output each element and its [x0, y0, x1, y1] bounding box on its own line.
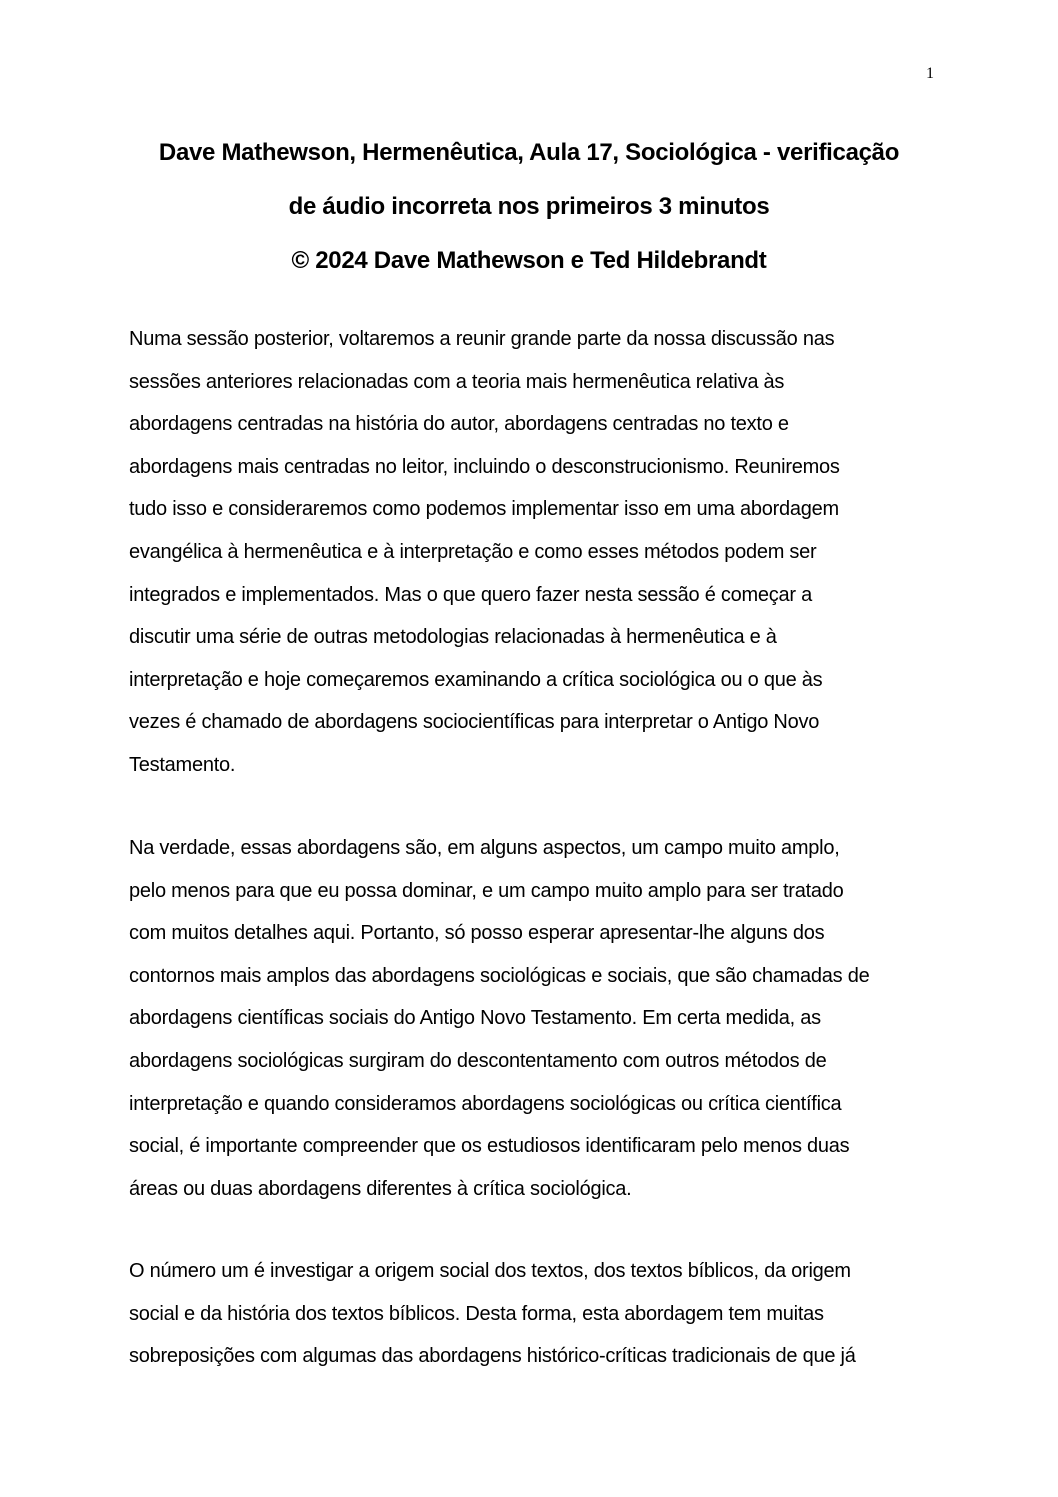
- body-paragraph: [129, 1250, 929, 1378]
- text-line: abordagens científicas sociais do Antigo Novo Testamento. Em certa medida, as: [129, 1007, 821, 1030]
- text-line: vezes é chamado de abordagens sociocientíficas para interpretar o Antigo Novo: [129, 711, 820, 734]
- text-line: abordagens sociológicas surgiram do descontentamento com outros métodos de: [129, 1049, 827, 1072]
- text-line: sobreposições com algumas das abordagens histórico-críticas tradicionais de que já: [129, 1345, 856, 1368]
- text-line: discutir uma série de outras metodologias relacionadas à hermenêutica e à: [129, 626, 777, 649]
- text-line: Numa sessão posterior, voltaremos a reunir grande parte da nossa discussão nas: [129, 328, 835, 350]
- text-line: áreas ou duas abordagens diferentes à crítica sociológica.: [129, 1177, 632, 1200]
- body-paragraph: [129, 318, 929, 787]
- title-line: de áudio incorreta nos primeiros 3 minutos: [288, 193, 770, 220]
- text-line: contornos mais amplos das abordagens sociológicas e sociais, que são chamadas de: [129, 964, 870, 987]
- text-line: sessões anteriores relacionadas com a teoria mais hermenêutica relativa às: [129, 370, 785, 393]
- title-line: Dave Mathewson, Hermenêutica, Aula 17, Sociológica - verificação: [158, 139, 900, 166]
- text-line: tudo isso e consideraremos como podemos implementar isso em uma abordagem: [129, 498, 839, 521]
- text-line: social, é importante compreender que os estudiosos identificaram pelo menos duas: [129, 1135, 850, 1158]
- page-number: 1: [926, 65, 934, 82]
- text-line: com muitos detalhes aqui. Portanto, só posso esperar apresentar-lhe alguns dos: [129, 922, 825, 945]
- text-line: social e da história dos textos bíblicos. Desta forma, esta abordagem tem muitas: [129, 1302, 824, 1325]
- document-title: [120, 126, 938, 288]
- text-line: integrados e implementados. Mas o que quero fazer nesta sessão é começar a: [129, 583, 813, 606]
- text-line: O número um é investigar a origem social dos textos, dos textos bíblicos, da origem: [129, 1260, 851, 1282]
- copyright-line: © 2024 Dave Mathewson e Ted Hildebrandt: [291, 247, 767, 274]
- text-line: interpretação e hoje começaremos examinando a crítica sociológica ou o que às: [129, 668, 823, 691]
- text-line: Na verdade, essas abordagens são, em alguns aspectos, um campo muito amplo,: [129, 837, 840, 859]
- text-line: Testamento.: [129, 753, 236, 776]
- body-paragraph: [129, 827, 929, 1210]
- text-line: evangélica à hermenêutica e à interpretação e como esses métodos podem ser: [129, 540, 817, 563]
- text-line: abordagens mais centradas no leitor, incluindo o desconstrucionismo. Reuniremos: [129, 455, 840, 478]
- text-line: abordagens centradas na história do autor, abordagens centradas no texto e: [129, 413, 789, 436]
- text-line: interpretação e quando consideramos abordagens sociológicas ou crítica científica: [129, 1092, 842, 1115]
- text-line: pelo menos para que eu possa dominar, e um campo muito amplo para ser tratado: [129, 879, 844, 902]
